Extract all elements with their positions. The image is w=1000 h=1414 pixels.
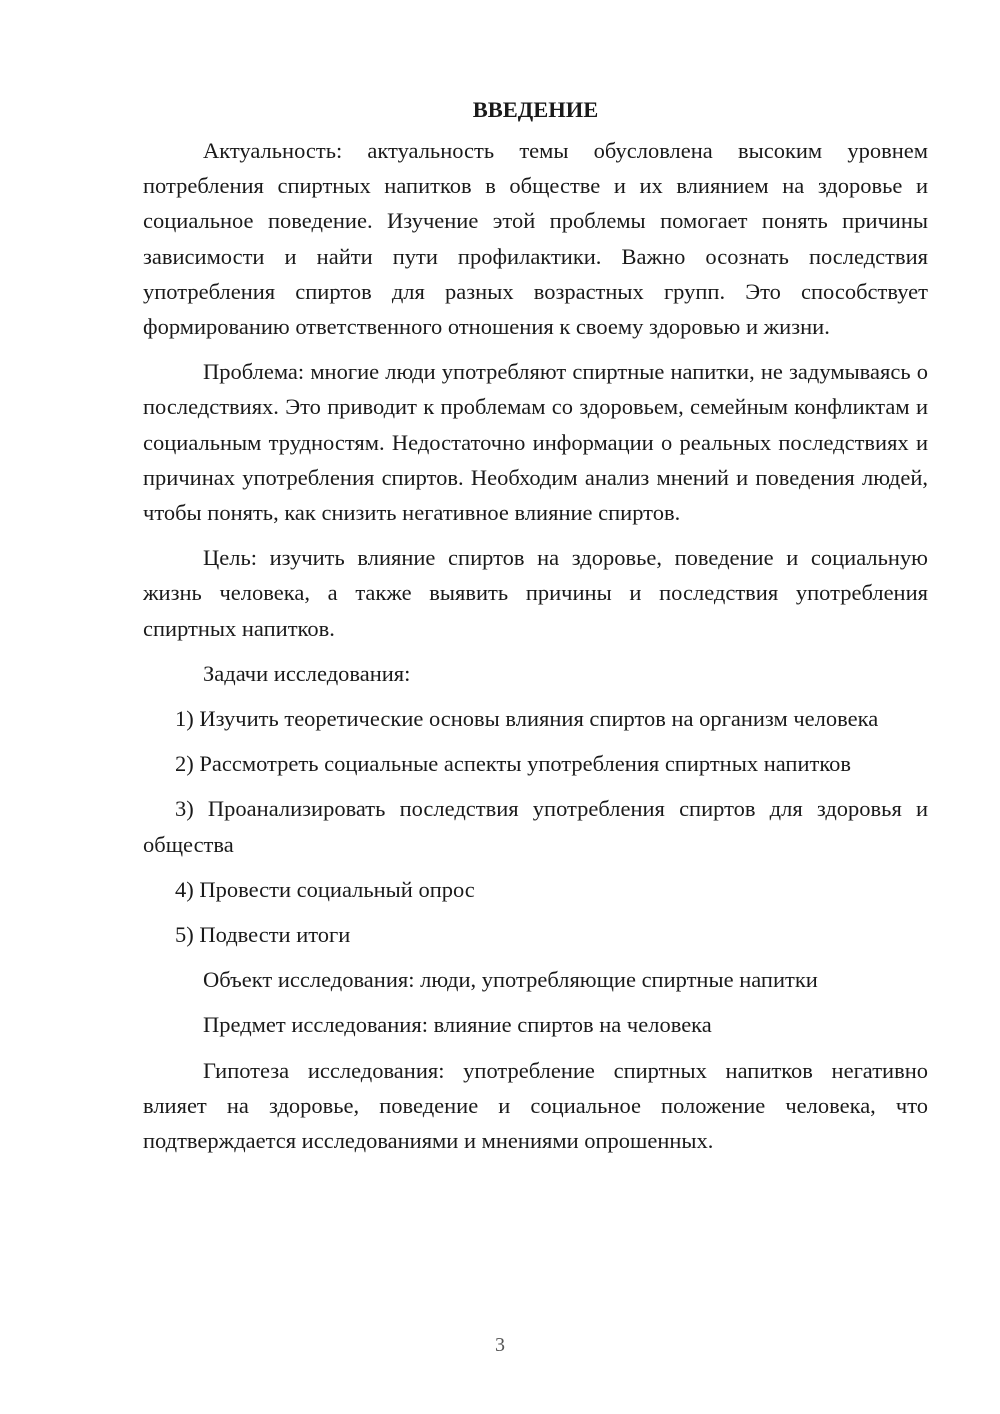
paragraph-goal: Цель: изучить влияние спиртов на здоровье, поведение и социальную жизнь человека, а также выявить причины и последствия употребления спиртных напитков. — [143, 545, 928, 641]
list-item: 2) Рассмотреть социальные аспекты употребления спиртных напитков — [175, 751, 852, 777]
paragraph-hypothesis: Гипотеза исследования: употребление спиртных напитков негативно влияет на здоровье, поведение и социальное положение человека, что подтверждается исследованиями и мнениями опрошенных. — [143, 1057, 928, 1154]
paragraph-problem: Проблема: многие люди употребляют спиртные напитки, не задумываясь о последствиях. Это приводит к проблемам со здоровьем, семейным конфликтам и социальным трудностям. Недостаточно информации о реальных последствиях и причинах употребления спиртов. Необходим анализ мнений и поведения людей, чтобы понять, как снизить негативное влияние спиртов. — [143, 359, 928, 526]
list-item: 1) Изучить теоретические основы влияния спиртов на организм человека — [175, 706, 879, 732]
paragraph-object: Объект исследования: люди, употребляющие спиртные напитки — [203, 967, 818, 993]
tasks-list — [143, 701, 928, 952]
list-item: 3) Проанализировать последствия употребления спиртов для здоровья и общества — [143, 796, 928, 857]
list-item: 5) Подвести итоги — [175, 922, 351, 948]
paragraph-relevance: Актуальность: актуальность темы обусловлена высоким уровнем потребления спиртных напитков в обществе и их влиянием на здоровье и социальное поведение. Изучение этой проблемы помогает понять причины зависимости и найти пути профилактики. Важно осознать последствия употребления спиртов для разных возрастных групп. Это способствует формированию ответственного отношения к своему здоровью и жизни. — [143, 138, 928, 340]
page-title: ВВЕДЕНИЕ — [472, 97, 599, 122]
page-number: 3 — [495, 1334, 505, 1356]
tasks-heading: Задачи исследования: — [203, 660, 411, 686]
paragraph-subject: Предмет исследования: влияние спиртов на человека — [203, 1012, 712, 1038]
list-item: 4) Провести социальный опрос — [175, 876, 475, 902]
page-content — [143, 92, 928, 1168]
